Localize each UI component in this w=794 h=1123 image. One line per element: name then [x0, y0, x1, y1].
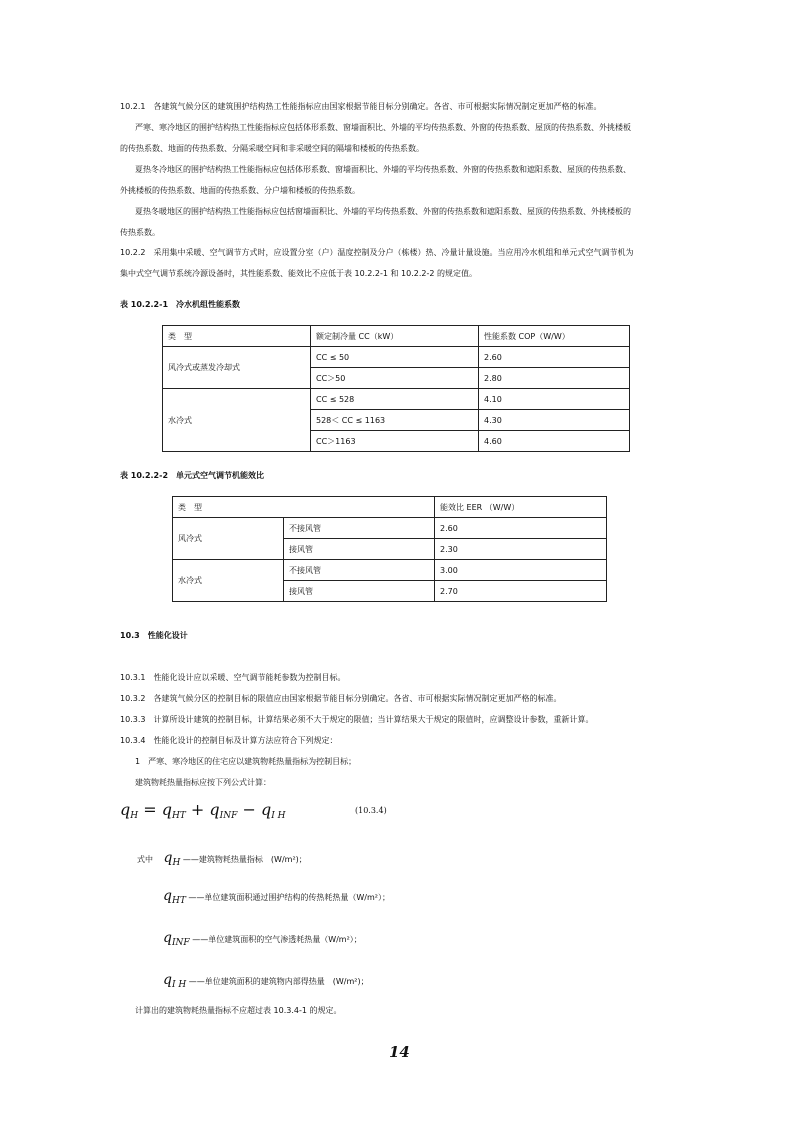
- cell-cc: CC ≤ 528: [311, 389, 479, 410]
- cell-cc: CC ≤ 50: [311, 347, 479, 368]
- closing-text: 计算出的建筑物耗热量指标不应超过表 10.3.4-1 的规定。: [135, 1006, 342, 1015]
- group-air-cooled: 风冷式: [173, 518, 284, 560]
- header-type: 类 型: [173, 497, 435, 518]
- para-hscw-line1: 夏热冬冷地区的围护结构热工性能指标应包括体形系数、窗墙面积比、外墙的平均传热系数、外窗的传热系数和遮阳系数、屋顶的传热系数、: [135, 165, 631, 174]
- cell-duct-type: 不接风管: [284, 560, 435, 581]
- cell-eer: 2.60: [435, 518, 607, 539]
- para-10-2-2-line1: 10.2.2 采用集中采暖、空气调节方式时，应设置分室（户）温度控制及分户（栋楼）热、冷量计量设施。当应用冷水机组和单元式空气调节机为: [120, 248, 634, 257]
- para-cold-line1: 严寒、寒冷地区的围护结构热工性能指标应包括体形系数、窗墙面积比、外墙的平均传热系数、外窗的传热系数、屋顶的传热系数、外挑楼板: [135, 123, 631, 132]
- para-hswm-line2: 传热系数。: [120, 228, 160, 237]
- para-cold-line2: 的传热系数、地面的传热系数、分隔采暖空间和非采暖空间的隔墙和楼板的传热系数。: [120, 144, 424, 153]
- list-item-1: 1 严寒、寒冷地区的住宅应以建筑物耗热量指标为控制目标；: [135, 757, 357, 766]
- formula-number: (10.3.4): [355, 806, 387, 815]
- chiller-cop-table: [162, 325, 630, 452]
- cell-cop: 4.30: [479, 410, 630, 431]
- formula-intro: 建筑物耗热量指标应按下列公式计算：: [135, 778, 271, 787]
- cell-eer: 2.70: [435, 581, 607, 602]
- cell-cc: CC＞1163: [311, 431, 479, 452]
- header-cop: 性能系数 COP（W/W）: [479, 326, 630, 347]
- para-hswm-line1: 夏热冬暖地区的围护结构热工性能指标应包括窗墙面积比、外墙的平均传热系数、外窗的传热系数和遮阳系数、屋顶的传热系数、外挑楼板的: [135, 207, 631, 216]
- para-10-2-1: 10.2.1 各建筑气候分区的建筑围护结构热工性能指标应由国家根据节能目标分别确定。各省、市可根据实际情况制定更加严格的标准。: [120, 102, 602, 111]
- table1-caption: 表 10.2.2-1 冷水机组性能系数: [120, 300, 241, 309]
- table-row: [163, 347, 630, 368]
- definition-qh: 式中 $q_H$ ——建筑物耗热量指标 (W/m²)；: [137, 850, 307, 868]
- table-header-row: [173, 497, 607, 518]
- cell-eer: 2.30: [435, 539, 607, 560]
- table-row: [173, 560, 607, 581]
- para-10-3-2: 10.3.2 各建筑气候分区的控制目标的限值应由国家根据节能目标分别确定。各省、市可根据实际情况制定更加严格的标准。: [120, 694, 562, 703]
- header-type: 类 型: [163, 326, 311, 347]
- cell-cop: 2.80: [479, 368, 630, 389]
- cell-cop: 4.60: [479, 431, 630, 452]
- table-row: [163, 389, 630, 410]
- heat-loss-formula: qH = qHT + qINF − qI H: [120, 800, 286, 821]
- definition-qih: $q_{I H}$ ——单位建筑面积的建筑物内部得热量 (W/m²)；: [163, 972, 369, 990]
- cell-cop: 2.60: [479, 347, 630, 368]
- cell-cc: 528＜ CC ≤ 1163: [311, 410, 479, 431]
- table-row: [173, 518, 607, 539]
- group-water-cooled: 水冷式: [173, 560, 284, 602]
- group-water-cooled: 水冷式: [163, 389, 311, 452]
- para-10-3-3: 10.3.3 计算所设计建筑的控制目标，计算结果必须不大于规定的限值；当计算结果大于规定的限值时，应调整设计参数，重新计算。: [120, 715, 594, 724]
- cell-duct-type: 接风管: [284, 581, 435, 602]
- cell-eer: 3.00: [435, 560, 607, 581]
- para-10-2-2-line2: 集中式空气调节系统冷源设备时，其性能系数、能效比不应低于表 10.2.2-1 和 10.2.2-2 的规定值。: [120, 269, 478, 278]
- section-heading: 10.3 性能化设计: [120, 631, 188, 640]
- cell-duct-type: 不接风管: [284, 518, 435, 539]
- para-10-3-4: 10.3.4 性能化设计的控制目标及计算方法应符合下列规定：: [120, 736, 338, 745]
- header-cc: 额定制冷量 CC（kW）: [311, 326, 479, 347]
- group-air-cooled: 风冷式或蒸发冷却式: [163, 347, 311, 389]
- para-hscw-line2: 外挑楼板的传热系数、地面的传热系数、分户墙和楼板的传热系数。: [120, 186, 360, 195]
- cell-cc: CC＞50: [311, 368, 479, 389]
- header-eer: 能效比 EER （W/W）: [435, 497, 607, 518]
- definition-qht: $q_{HT}$ ——单位建筑面积通过围护结构的传热耗热量（W/m²）；: [163, 888, 390, 906]
- table-header-row: [163, 326, 630, 347]
- cell-cop: 4.10: [479, 389, 630, 410]
- definition-qinf: $q_{INF}$ ——单位建筑面积的空气渗透耗热量（W/m²）；: [163, 930, 362, 948]
- page-number: 14: [389, 1043, 410, 1061]
- table2-caption: 表 10.2.2-2 单元式空气调节机能效比: [120, 471, 265, 480]
- para-10-3-1: 10.3.1 性能化设计应以采暖、空气调节能耗参数为控制目标。: [120, 673, 346, 682]
- unitary-ac-eer-table: [172, 496, 607, 602]
- cell-duct-type: 接风管: [284, 539, 435, 560]
